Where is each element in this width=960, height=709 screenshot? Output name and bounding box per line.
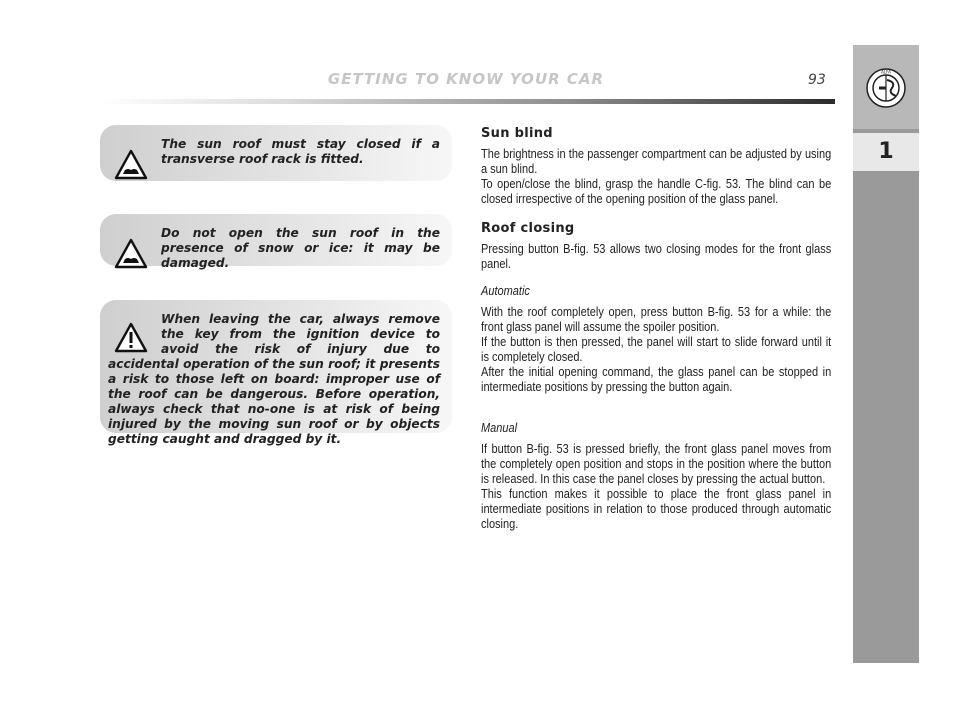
chapter-tab — [853, 133, 919, 171]
warning-text: The sun roof must stay closed if a transverse roof rack is fitted. — [161, 137, 440, 166]
subheading-manual: Manual — [481, 421, 518, 435]
section-heading-sun-blind: Sun blind — [481, 126, 553, 141]
page-number: 93 — [808, 72, 826, 88]
section-heading-roof-closing: Roof closing — [481, 221, 575, 236]
paragraph: After the initial opening command, the glass panel can be stopped in intermediate positions by pressing the button again. — [481, 365, 832, 394]
warning-box — [100, 125, 452, 181]
danger-box — [100, 300, 452, 446]
logo-box — [853, 45, 919, 129]
danger-text: When leaving the car, always remove the key from the ignition device to avoid the risk of injury due to accidental operation of the sun roof; it presents a risk to those left on board: improper use of the roof can be dangerous. Before operation, always check that no-one is at risk of being injured by the moving sun roof or by objects getting caught and dragged by it. — [108, 312, 440, 446]
header-rule — [100, 99, 835, 104]
subheading-automatic: Automatic — [481, 284, 530, 298]
paragraph: If button B-fig. 53 is pressed briefly, the front glass panel moves from the completely open position and stops in the position where the button is released. In this case the panel closes by pressing the actual button. — [481, 442, 832, 486]
paragraph: To open/close the blind, grasp the handle C-fig. 53. The blind can be closed irrespective of the opening position of the glass panel. — [481, 177, 832, 206]
page-header-title: GETTING TO KNOW YOUR CAR — [327, 70, 605, 88]
paragraph: Pressing button B-fig. 53 allows two closing modes for the front glass panel. — [481, 242, 832, 271]
warning-box — [100, 214, 452, 270]
warning-text: Do not open the sun roof in the presence of snow or ice: it may be damaged. — [161, 226, 440, 270]
danger-triangle-icon — [114, 322, 148, 354]
paragraph: The brightness in the passenger compartment can be adjusted by using a sun blind. — [481, 147, 832, 176]
chapter-sidebar — [853, 45, 919, 663]
paragraph: If the button is then pressed, the panel will start to slide forward until it is completely closed. — [481, 335, 832, 364]
paragraph: This function makes it possible to place the front glass panel in intermediate positions in relation to those produced through automatic closing. — [481, 487, 832, 531]
warning-triangle-icon — [114, 149, 148, 181]
chapter-number: 1 — [878, 139, 894, 164]
alfa-romeo-logo-icon — [866, 68, 906, 108]
warning-triangle-icon — [114, 238, 148, 270]
main-text-column — [481, 126, 831, 532]
svg-text:ALFA: ALFA — [881, 69, 891, 75]
paragraph: With the roof completely open, press button B-fig. 53 for a while: the front glass panel will assume the spoiler position. — [481, 305, 832, 334]
